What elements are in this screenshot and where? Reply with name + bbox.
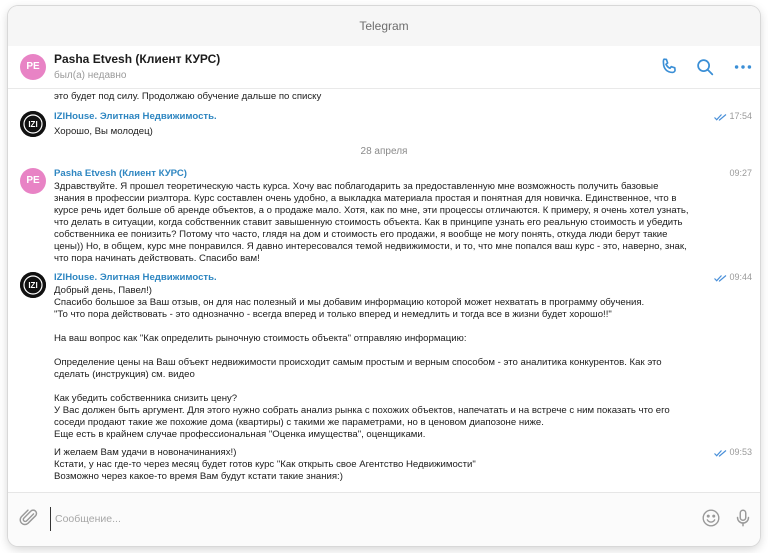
read-checks-icon [714, 449, 727, 457]
message-text: собственника ее понизить? Потому что часто, глядя на дом и стоимость его продажи, я вообще не могу понять, откуда люди берут такие [54, 229, 668, 240]
izi-avatar[interactable] [20, 272, 46, 298]
svg-text:IZI: IZI [28, 281, 38, 290]
izi-logo-icon [20, 272, 46, 298]
telegram-window [8, 6, 760, 546]
message-text: Определение цены на Ваш объект недвижимости происходит самым простым и верным способом - это аналитика конкурентов. Как это [54, 357, 662, 368]
chat-header [8, 46, 760, 89]
message-text: Как убедить собственника снизить цену? [54, 393, 238, 404]
message-text: Возможно через какое-то время Вам будут кстати такие знания:) [54, 471, 343, 482]
message-text: У Вас должен быть аргумент. Для этого нужно собрать анализ рынка с похожих объектов, напечатать и на встрече с ним показать что его [54, 405, 670, 416]
izi-avatar[interactable] [20, 111, 46, 137]
chat-avatar[interactable]: PE [20, 54, 46, 80]
window-title: Telegram [359, 19, 409, 33]
message-text: Хорошо, Вы молодец) [54, 126, 153, 137]
read-checks-icon [714, 274, 727, 282]
message-text: Еще есть в крайнем случае профессиональная "Оценка имущества", оценщиками. [54, 429, 426, 440]
message-text: цены)) Но, в общем, курс мне понравился. Я давно интересовался темой недвижимости, и то, что мне попался ваш курс - это, наверно, знак, [54, 241, 687, 252]
message-text: соседи продают такие же похожие дома (квартиры) с такими же параметрами, но в ценовом диапозоне ниже. [54, 417, 544, 428]
message-text: что пора начинать действовать. Спасибо вам! [54, 253, 260, 264]
message-text: это будет под силу. Продолжаю обучение дальше по списку [54, 91, 322, 102]
message-text: Кстати, у нас где-то через месяц будет готов курс "Как открыть свое Агентство Недвижимости" [54, 459, 476, 470]
more-icon[interactable] [732, 56, 754, 78]
phone-icon[interactable] [658, 56, 680, 78]
chat-status: был(а) недавно [54, 70, 127, 81]
window-titlebar [8, 6, 760, 46]
emoji-icon[interactable] [700, 507, 722, 529]
chat-name[interactable]: Pasha Etvesh (Клиент КУРС) [54, 52, 221, 66]
date-separator: 28 апреля [360, 146, 408, 157]
message-composer [8, 492, 760, 546]
message-text: что делать в ситуации, когда собственник ставит завышенную стоимость объекта. Как в принципе узнать его реальную стоимость и убедить [54, 217, 683, 228]
sender-avatar[interactable]: PE [20, 168, 46, 194]
svg-text:IZI: IZI [28, 120, 38, 129]
search-icon[interactable] [694, 56, 716, 78]
message-time: 09:53 [714, 447, 752, 457]
read-checks-icon [714, 113, 727, 121]
message-text: сделать (инструкция) см. видео [54, 369, 195, 380]
message-text: Здравствуйте. Я прошел теоретическую часть курса. Хочу вас поблагодарить за предоставленную мне возможность получить базовые [54, 181, 659, 192]
message-text: Добрый день, Павел!) [54, 285, 152, 296]
message-text: курсе речь идет больше об аренде объектов, а о продаже мало. Хотя, как по мне, эти процессы отличаются. К примеру, я очень хотел узнать, [54, 205, 689, 216]
message-text: На ваш вопрос как "Как определить рыночную стоимость объекта" отправляю информацию: [54, 333, 467, 344]
message-time: 09:44 [714, 272, 752, 282]
message-time: 09:27 [729, 168, 752, 178]
message-sender[interactable]: IZIHouse. Элитная Недвижимость. [54, 111, 217, 122]
message-text: И желаем Вам удачи в новоначинаниях!) [54, 447, 237, 458]
message-text: знания в профессии риэлтора. Курс составлен очень удобно, а выкладка материала простая и понятная для новичка. Единственное, что в [54, 193, 677, 204]
message-time: 17:54 [714, 111, 752, 121]
izi-logo-icon [20, 111, 46, 137]
paperclip-icon[interactable] [18, 507, 40, 529]
message-sender[interactable]: IZIHouse. Элитная Недвижимость. [54, 272, 217, 283]
message-text: Спасибо большое за Ваш отзыв, он для нас полезный и мы добавим информацию которой может нехватать в программу обучения. [54, 297, 645, 308]
microphone-icon[interactable] [732, 507, 754, 529]
message-input[interactable] [50, 507, 657, 531]
message-text: "То что пора действовать - это однозначно - всегда вперед и только вперед и немедлить и тогда все в жизни будет хорошо!!" [54, 309, 612, 320]
message-list[interactable] [8, 89, 760, 491]
message-sender[interactable]: Pasha Etvesh (Клиент КУРС) [54, 168, 187, 179]
